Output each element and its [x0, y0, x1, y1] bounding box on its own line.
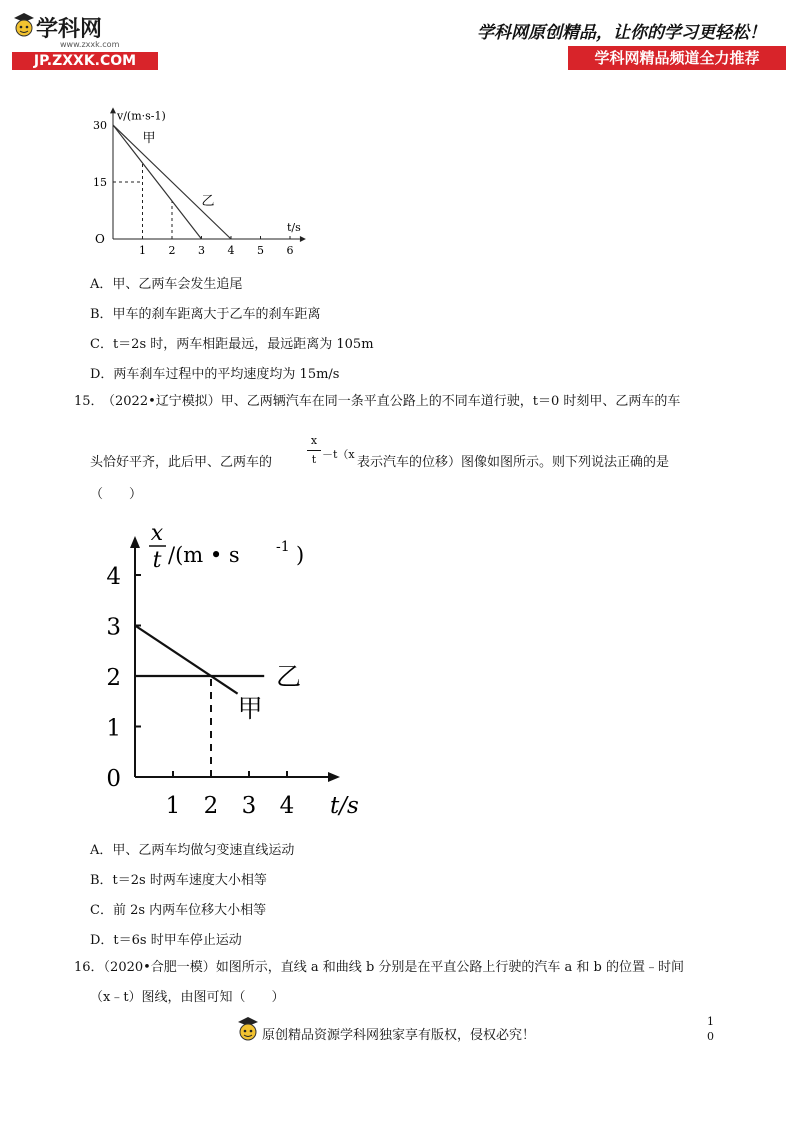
x-tick-label: 3: [198, 244, 205, 256]
q15-fraction-num: x: [310, 434, 318, 447]
y-axis-arrow: [110, 107, 116, 113]
fraction-bar: [307, 450, 321, 451]
x-tick-label: 1: [165, 793, 181, 819]
logo-domain: JP.ZXXK.COM: [12, 52, 158, 70]
y-label-exp: -1: [276, 539, 290, 555]
q15-number: 15．: [74, 394, 104, 409]
x-axis-label: t/s: [330, 793, 359, 819]
chart-14: [80, 88, 340, 256]
y-label-unit: /(m • s: [168, 543, 240, 567]
q15-line1: （2022•辽宁模拟）甲、乙两辆汽车在同一条平直公路上的不同车道行驶，t＝0 时刻甲、乙两车的车: [102, 394, 681, 409]
q15-option-a: A．甲、乙两车均做匀变速直线运动: [90, 843, 295, 858]
x-tick-label: 4: [279, 793, 295, 819]
page-number-top: 1: [707, 1015, 714, 1028]
series-label-jia: 甲: [142, 131, 156, 147]
series-label-jia: 甲: [237, 693, 263, 723]
x-tick-label: 2: [168, 244, 176, 256]
q16-line1: 16．（2020•合肥一模）如图所示，直线 a 和曲线 b 分别是在平直公路上行驶的汽车 a 和 b 的位置﹣时间: [74, 960, 684, 975]
chart-15: [98, 518, 388, 828]
y-tick-label: 3: [106, 614, 121, 641]
logo-name: 学科网: [36, 17, 103, 42]
y-tick-label: 2: [106, 665, 121, 691]
q15-line2-pre: 头恰好平齐，此后甲、乙两车的: [90, 455, 273, 470]
q15-line2-post: 表示汽车的位移）图像如图所示。则下列说法正确的是: [357, 455, 670, 470]
series-line-jia: [135, 626, 238, 694]
y-tick-label: 0: [106, 766, 121, 792]
q14-option-d: D．两车刹车过程中的平均速度均为 15m/s: [90, 367, 340, 382]
q15-line3: （ ）: [90, 487, 143, 502]
y-tick-label: 1: [106, 715, 121, 742]
x-axis-label: t/s: [286, 221, 301, 234]
q15-option-c: C．前 2s 内两车位移大小相等: [90, 903, 267, 918]
y-label-num: x: [150, 521, 164, 546]
series-label-yi: 乙: [201, 193, 215, 209]
q14-option-c: C．t＝2s 时，两车相距最远，最远距离为 105m: [90, 337, 374, 352]
y-label-close: ): [296, 543, 305, 567]
mascot-icon: [236, 1016, 260, 1046]
page-number-bottom: 0: [707, 1030, 714, 1043]
y-axis-label: v/(m·s-1): [117, 109, 166, 123]
q15-fraction: [307, 434, 321, 466]
logo-url: www.zxxk.com: [60, 40, 120, 49]
q16-line2: （x﹣t）图线，由图可知（ ）: [90, 990, 285, 1005]
q14-option-b: B．甲车的刹车距离大于乙车的刹车距离: [90, 307, 321, 322]
x-tick-label: 1: [139, 244, 146, 256]
x-tick-label: 4: [227, 244, 235, 256]
page-number: [707, 1014, 714, 1044]
series-line-yi: [113, 125, 231, 239]
q15-line2-mid: －t（x: [322, 448, 355, 461]
mascot-icon: [12, 12, 36, 42]
header-slogan: 学科网原创精品，让你的学习更轻松！: [477, 23, 766, 43]
y-tick-label: 4: [106, 564, 121, 590]
x-axis-arrow: [300, 236, 306, 242]
origin-label: O: [95, 232, 105, 246]
series-label-yi: 乙: [276, 662, 302, 691]
q15-option-d: D．t＝6s 时甲车停止运动: [90, 933, 242, 948]
x-tick-label: 3: [241, 793, 257, 819]
y-axis-arrow: [130, 536, 140, 548]
x-tick-label: 6: [286, 244, 294, 256]
y-tick-label: 15: [93, 176, 107, 189]
q15-option-b: B．t＝2s 时两车速度大小相等: [90, 873, 267, 888]
x-tick-label: 2: [203, 793, 219, 819]
y-label-den: t: [152, 548, 162, 573]
logo[interactable]: [0, 0, 170, 76]
y-tick-label: 30: [93, 119, 107, 132]
x-tick-label: 5: [257, 244, 264, 256]
q14-option-a: A．甲、乙两车会发生追尾: [90, 277, 243, 292]
q15-fraction-den: t: [311, 453, 317, 466]
x-axis-arrow: [328, 772, 340, 782]
header-banner[interactable]: 学科网精品频道全力推荐: [568, 46, 786, 70]
footer-copyright: 原创精品资源学科网独家享有版权，侵权必究！: [262, 1028, 536, 1043]
